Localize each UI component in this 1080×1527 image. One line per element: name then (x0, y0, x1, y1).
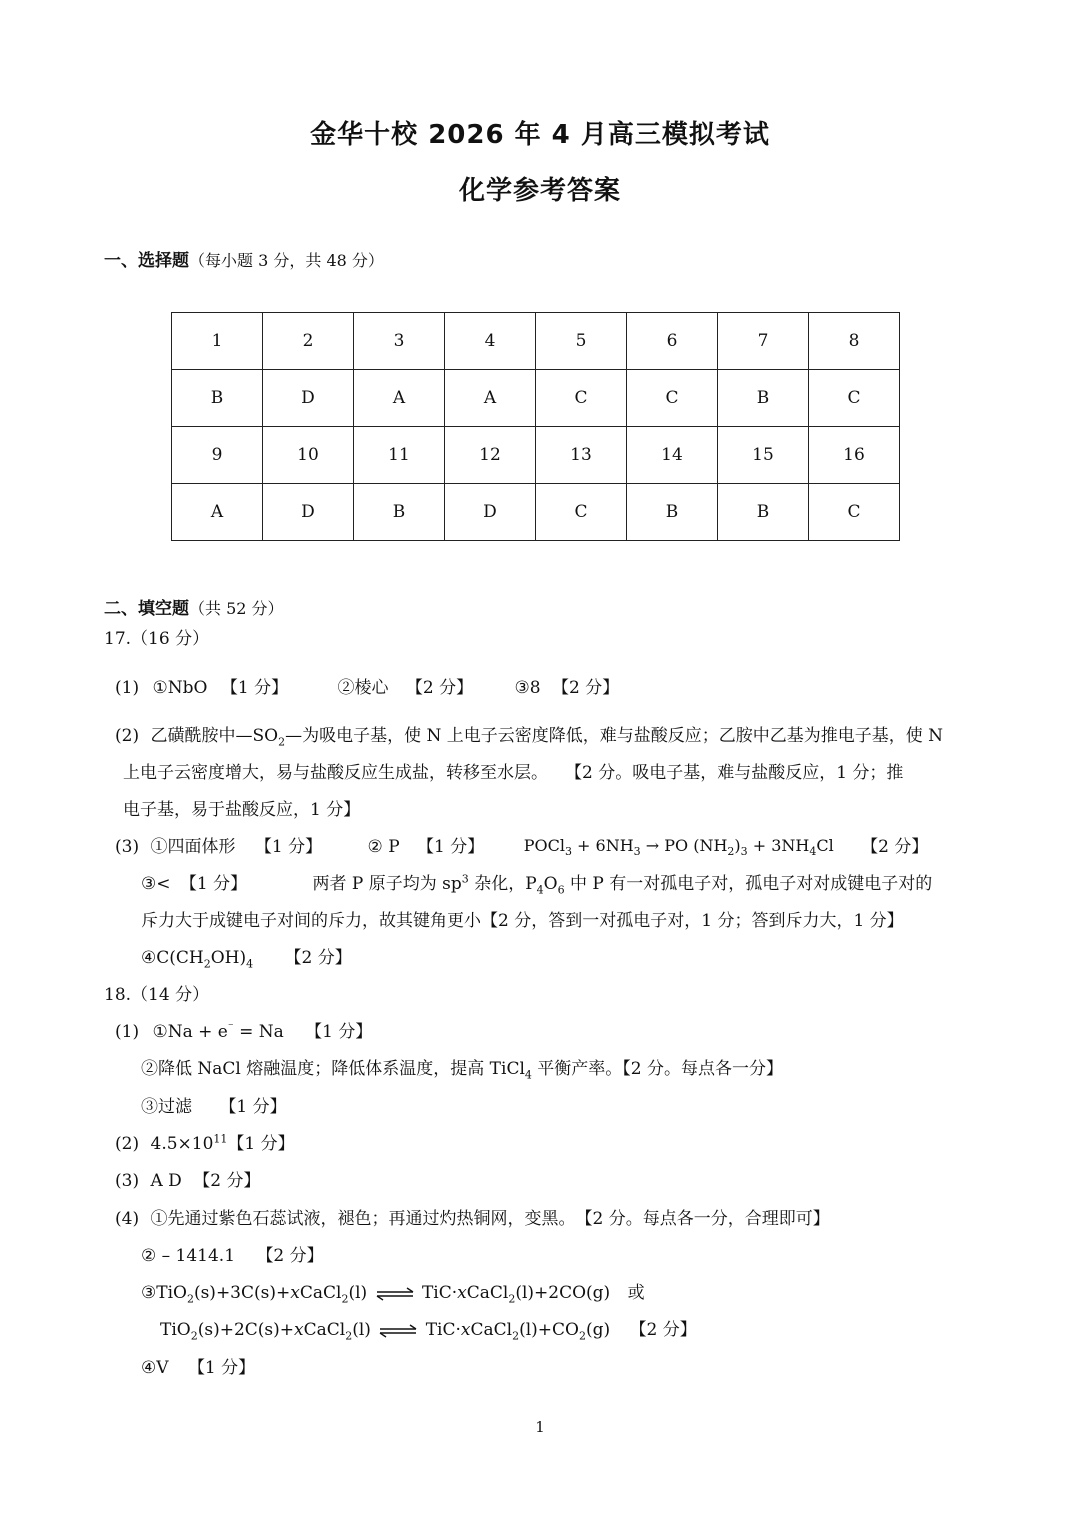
q18-p1-c-score: 【1 分】 (219, 1097, 287, 1117)
eq-part: (l) (352, 1320, 371, 1340)
section-1-note: （每小题 3 分，共 48 分） (189, 251, 384, 270)
sub: 2 (186, 1292, 194, 1306)
question-number-cell: 12 (445, 427, 536, 484)
q18-p3-score: 【2 分】 (193, 1171, 261, 1191)
q18-p1-b2: 平衡产率。【2 分。每点各一分】 (531, 1059, 784, 1079)
q17-part3-line2 (141, 873, 932, 895)
question-number-cell: 1 (172, 313, 263, 370)
q17-p3-c-text3: O (543, 874, 558, 894)
q18-p2-num: (2) (115, 1134, 140, 1154)
answer-cell: B (718, 484, 809, 541)
q18-p1-a2: = Na (233, 1022, 284, 1042)
eq-part: (l)+2CO(g) (515, 1283, 611, 1303)
q18-p1-a: ①Na + e (152, 1022, 228, 1042)
q18-p4-b: ② – 1414.1 (141, 1246, 236, 1266)
eq-part: (l) (348, 1283, 368, 1303)
q18-p4-or: 或 (627, 1283, 645, 1303)
eq-part: TiC· (421, 1283, 458, 1303)
answer-cell: B (718, 370, 809, 427)
eq-sub: 3 (740, 845, 748, 859)
q17-p3-c-score: 【1 分】 (179, 874, 248, 894)
answer-cell: A (354, 370, 445, 427)
section-2-label: 二、填空题 (104, 599, 189, 619)
q18-part3 (115, 1170, 260, 1192)
q18-p2-a: 4.5×10 (150, 1134, 214, 1154)
eq-part: Cl (816, 836, 834, 855)
eq-sub: 3 (564, 845, 572, 859)
eq-x: x (294, 1320, 304, 1340)
q18-p1-a-score: 【1 分】 (305, 1022, 373, 1042)
q17-p3-d-a: ④C(CH (141, 948, 204, 968)
eq-part: TiC· (425, 1320, 461, 1340)
q18-p3-num: (3) (115, 1171, 140, 1191)
q17-p3-a: ①四面体形 (150, 837, 236, 857)
q17-part2-line1 (115, 725, 943, 747)
eq-x: x (457, 1283, 467, 1303)
sup: 11 (213, 1132, 228, 1146)
table-row (172, 427, 900, 484)
page-number: 1 (535, 1418, 545, 1436)
q17-p2-text-a: 乙磺酰胺中—SO (150, 726, 279, 746)
q17-part1 (115, 677, 619, 699)
sub: 2 (341, 1292, 349, 1306)
q18-p1-c: ③过滤 (141, 1097, 192, 1117)
sp-sup: 3 (461, 872, 469, 886)
q18-header: 18.（14 分） (104, 985, 210, 1005)
eq-part: ③TiO (141, 1283, 187, 1303)
sub: 2 (345, 1329, 353, 1343)
answer-cell: C (809, 484, 900, 541)
section-1-heading (104, 246, 384, 271)
eq-sub: 2 (727, 845, 735, 859)
q17-p1-a-score: 【1 分】 (220, 678, 289, 698)
answer-cell: B (354, 484, 445, 541)
answer-cell: C (627, 370, 718, 427)
question-number-cell: 9 (172, 427, 263, 484)
q18-part4-line2 (141, 1245, 324, 1267)
question-number-cell: 13 (536, 427, 627, 484)
q18-part4-line3 (141, 1282, 645, 1304)
q18-p4-e-score: 【1 分】 (187, 1358, 256, 1378)
q17-p1-b-score: 【2 分】 (405, 678, 474, 698)
eq-part: (l)+CO (519, 1320, 579, 1340)
question-number-cell: 16 (809, 427, 900, 484)
q17-part3-line1 (115, 836, 928, 858)
q17-p3-b: ② P (367, 837, 400, 857)
answer-cell: D (263, 370, 354, 427)
q18-p2-score: 【1 分】 (227, 1134, 295, 1154)
q18-part4-line1 (115, 1208, 830, 1230)
q17-p3-a-score: 【1 分】 (254, 837, 323, 857)
question-number-cell: 6 (627, 313, 718, 370)
q17-p3-c: ③< (141, 874, 171, 894)
q17-p3-eq-score: 【2 分】 (861, 837, 929, 857)
sub: 2 (578, 1329, 586, 1343)
q17-p1-a: ①NbO (152, 678, 208, 698)
q17-p2-sub: 2 (278, 735, 286, 749)
eq-part: (s)+3C(s)+ (193, 1283, 291, 1303)
question-number-cell: 10 (263, 427, 354, 484)
page-subtitle: 化学参考答案 (458, 176, 621, 206)
answer-cell: D (445, 484, 536, 541)
q17-p2-num: (2) (115, 726, 140, 746)
eq-sub: 3 (633, 845, 641, 859)
q18-p3-a: A D (150, 1171, 182, 1191)
sub: 4 (246, 957, 254, 971)
question-number-cell: 3 (354, 313, 445, 370)
sub: 2 (203, 957, 211, 971)
table-row (172, 370, 900, 427)
q18-part2 (115, 1133, 295, 1155)
section-2-note: （共 52 分） (189, 599, 284, 618)
eq-part: CaCl (470, 1320, 513, 1340)
question-number-cell: 14 (627, 427, 718, 484)
answer-cell: A (445, 370, 536, 427)
q17-part2-line3: 电子基，易于盐酸反应，1 分】 (123, 800, 361, 820)
answer-cell: C (809, 370, 900, 427)
eq-x: x (290, 1283, 300, 1303)
answer-cell: A (172, 484, 263, 541)
q18-p4-d-score: 【2 分】 (629, 1320, 697, 1340)
q17-header: 17.（16 分） (104, 629, 210, 649)
answer-cell: D (263, 484, 354, 541)
eq-part: + 6NH (571, 836, 634, 855)
eq-part: CaCl (303, 1320, 346, 1340)
sub: 2 (190, 1329, 198, 1343)
sub: 2 (508, 1292, 516, 1306)
question-number-cell: 7 (718, 313, 809, 370)
q18-p4-e: ④V (141, 1358, 169, 1378)
q18-p4-a: ①先通过紫色石蕊试液，褪色；再通过灼热铜网，变黑。 【2 分。每点各一分，合理即可】 (150, 1209, 830, 1229)
sub: 4 (524, 1068, 532, 1082)
eq-part: + 3NH (747, 836, 810, 855)
q17-p3-c-text2: 杂化，P (468, 874, 537, 894)
eq-x: x (460, 1320, 471, 1340)
question-number-cell: 8 (809, 313, 900, 370)
answer-table (171, 312, 900, 541)
eq-part: → PO (NH (640, 836, 728, 855)
q18-p4-b-score: 【2 分】 (256, 1246, 324, 1266)
question-number-cell: 11 (354, 427, 445, 484)
eq-part: POCl (523, 836, 565, 855)
o6-sub: 6 (557, 883, 565, 897)
q17-p1-c: ③8 (514, 678, 541, 698)
q18-part1-line2 (141, 1058, 783, 1080)
table-row (172, 484, 900, 541)
q17-part2-line2: 上电子云密度增大，易与盐酸反应生成盐，转移至水层。 【2 分。吸电子基，难与盐酸反应，1 分；推 (123, 763, 904, 783)
q18-p4-num: (4) (115, 1209, 140, 1229)
q17-p1-num: (1) (115, 678, 140, 698)
q17-part3-line3: 斥力大于成键电子对间的斥力，故其键角更小【2 分，答到一对孤电子对，1 分；答到斥力大，1 分】 (141, 911, 904, 931)
question-number-cell: 15 (718, 427, 809, 484)
q18-part1-line1 (115, 1021, 372, 1043)
eq-part: CaCl (299, 1283, 342, 1303)
sup: ⁻ (227, 1020, 234, 1034)
eq-part: ) (734, 836, 741, 855)
question-number-cell: 5 (536, 313, 627, 370)
question-number-cell: 4 (445, 313, 536, 370)
answer-cell: B (627, 484, 718, 541)
answer-cell: C (536, 370, 627, 427)
q18-p1-b1: ②降低 NaCl 熔融温度；降低体系温度，提高 TiCl (141, 1059, 525, 1079)
equilibrium-arrow-icon (375, 1287, 415, 1301)
eq-part: TiO (160, 1320, 191, 1340)
section-1-label: 一、选择题 (104, 251, 189, 271)
q17-p3-num: (3) (115, 837, 140, 857)
sub: 2 (512, 1329, 520, 1343)
q18-part4-line4 (160, 1319, 697, 1341)
q18-part1-line3 (141, 1096, 287, 1118)
section-2-heading (104, 594, 284, 619)
question-number-cell: 2 (263, 313, 354, 370)
q17-p3-b-score: 【1 分】 (417, 837, 485, 857)
q18-p1-num: (1) (115, 1022, 140, 1042)
equilibrium-arrow-icon (378, 1324, 418, 1338)
q17-p3-d-score: 【2 分】 (284, 948, 352, 968)
q17-part3-line4 (141, 947, 352, 969)
q17-p1-c-score: 【2 分】 (552, 678, 620, 698)
q17-p3-c-text: 两者 P 原子均为 sp (312, 874, 462, 894)
q17-p3-c-text4: 中 P 有一对孤电子对，孤电子对对成键电子对的 (564, 874, 933, 894)
q17-p2-text-b: —为吸电子基，使 N 上电子云密度降低，难与盐酸反应；乙胺中乙基为推电子基，使 N (285, 726, 944, 746)
eq-part: (s)+2C(s)+ (197, 1320, 295, 1340)
table-row (172, 313, 900, 370)
eq-sub: 4 (809, 845, 817, 859)
p4-sub: 4 (536, 883, 544, 897)
q17-p3-equation (524, 835, 834, 857)
q17-p3-d-b: OH) (210, 948, 247, 968)
answer-cell: B (172, 370, 263, 427)
answer-cell: C (536, 484, 627, 541)
page-title: 金华十校 2026 年 4 月高三模拟考试 (310, 120, 770, 150)
eq-part: (g) (585, 1320, 611, 1340)
q17-p1-b: ②棱心 (337, 678, 389, 698)
q18-part4-line5 (141, 1357, 255, 1379)
eq-part: CaCl (466, 1283, 509, 1303)
